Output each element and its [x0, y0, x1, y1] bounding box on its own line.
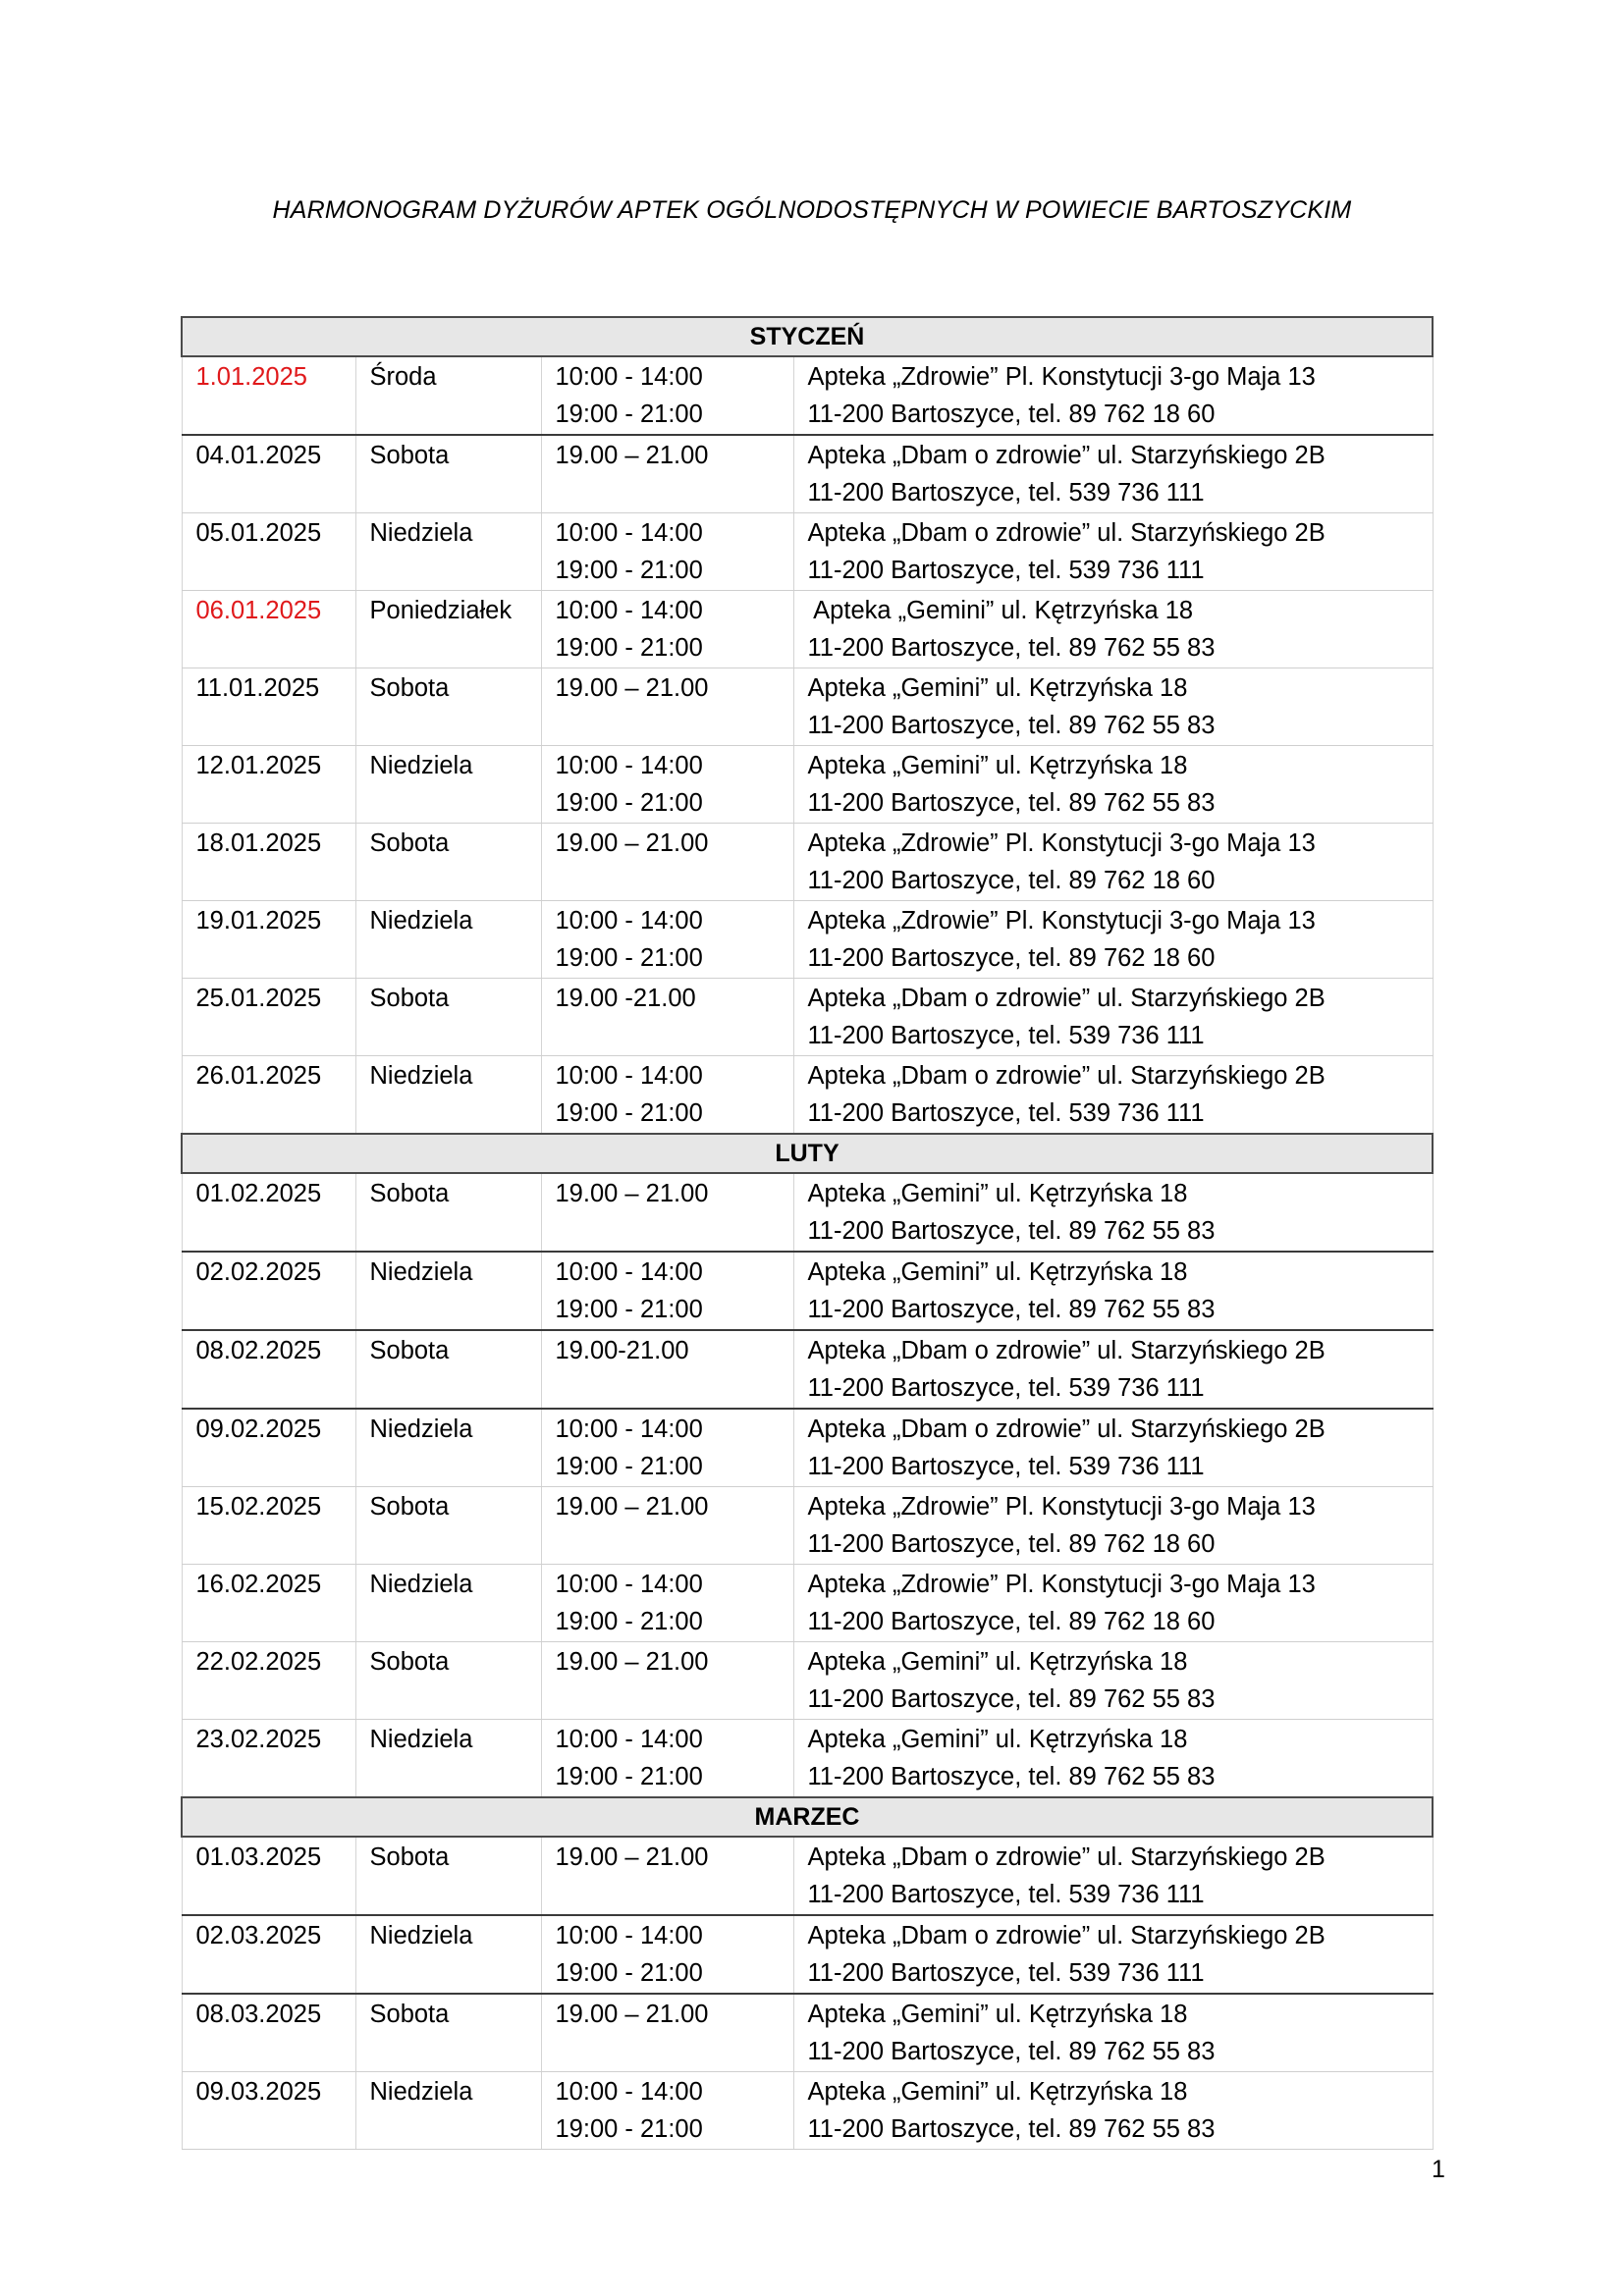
hours-cell — [541, 1252, 793, 1330]
opening-hours: 19:00 - 21:00 — [555, 1453, 703, 1480]
schedule-row — [182, 1837, 1433, 1915]
opening-hours: 19:00 - 21:00 — [555, 2115, 703, 2143]
pharmacy-city-phone: 11-200 Bartoszyce, tel. 89 762 55 83 — [807, 789, 1216, 817]
pharmacy-cell — [793, 746, 1433, 824]
hours-cell — [541, 1173, 793, 1252]
pharmacy-name-address: Apteka „Gemini” ul. Kętrzyńska 18 — [807, 2001, 1188, 2028]
hours-cell — [541, 1565, 793, 1642]
schedule-row — [182, 1720, 1433, 1798]
opening-hours: 10:00 - 14:00 — [555, 1571, 703, 1598]
pharmacy-name-address: Apteka „Dbam o zdrowie” ul. Starzyńskiego 2B — [807, 1843, 1326, 1871]
pharmacy-cell — [793, 668, 1433, 746]
date-cell: 06.01.2025 — [182, 591, 355, 668]
date-cell: 01.02.2025 — [182, 1173, 355, 1252]
hours-cell — [541, 591, 793, 668]
pharmacy-name-address: Apteka „Gemini” ul. Kętrzyńska 18 — [807, 1258, 1188, 1286]
date-cell: 02.03.2025 — [182, 1915, 355, 1994]
hours-cell — [541, 435, 793, 513]
month-name: STYCZEŃ — [182, 317, 1433, 356]
schedule-row — [182, 1487, 1433, 1565]
pharmacy-name-address: Apteka „Dbam o zdrowie” ul. Starzyńskiego 2B — [807, 1337, 1326, 1364]
pharmacy-name-address: Apteka „Dbam o zdrowie” ul. Starzyńskiego 2B — [807, 519, 1326, 547]
date-cell: 26.01.2025 — [182, 1056, 355, 1135]
opening-hours: 10:00 - 14:00 — [555, 1258, 703, 1286]
pharmacy-city-phone: 11-200 Bartoszyce, tel. 89 762 18 60 — [807, 1530, 1216, 1558]
pharmacy-city-phone: 11-200 Bartoszyce, tel. 89 762 55 83 — [807, 634, 1216, 662]
pharmacy-city-phone: 11-200 Bartoszyce, tel. 539 736 111 — [807, 557, 1205, 584]
hours-cell — [541, 1330, 793, 1409]
pharmacy-city-phone: 11-200 Bartoszyce, tel. 89 762 55 83 — [807, 1685, 1216, 1713]
pharmacy-cell — [793, 1994, 1433, 2072]
pharmacy-city-phone: 11-200 Bartoszyce, tel. 89 762 55 83 — [807, 1217, 1216, 1245]
pharmacy-name-address: Apteka „Gemini” ul. Kętrzyńska 18 — [807, 597, 1194, 624]
pharmacy-name-address: Apteka „Gemini” ul. Kętrzyńska 18 — [807, 674, 1188, 702]
opening-hours: 10:00 - 14:00 — [555, 1062, 703, 1090]
opening-hours: 19:00 - 21:00 — [555, 1296, 703, 1323]
opening-hours: 10:00 - 14:00 — [555, 1415, 703, 1443]
opening-hours: 19:00 - 21:00 — [555, 1608, 703, 1635]
pharmacy-city-phone: 11-200 Bartoszyce, tel. 539 736 111 — [807, 1453, 1205, 1480]
pharmacy-name-address: Apteka „Gemini” ul. Kętrzyńska 18 — [807, 1726, 1188, 1753]
hours-cell — [541, 1837, 793, 1915]
date-cell: 02.02.2025 — [182, 1252, 355, 1330]
hours-cell — [541, 1915, 793, 1994]
opening-hours: 10:00 - 14:00 — [555, 363, 703, 391]
opening-hours: 10:00 - 14:00 — [555, 1726, 703, 1753]
opening-hours: 19.00 – 21.00 — [555, 442, 709, 469]
pharmacy-cell — [793, 1642, 1433, 1720]
pharmacy-name-address: Apteka „Zdrowie” Pl. Konstytucji 3-go Maja 13 — [807, 363, 1316, 391]
opening-hours: 10:00 - 14:00 — [555, 2078, 703, 2106]
pharmacy-name-address: Apteka „Zdrowie” Pl. Konstytucji 3-go Maja 13 — [807, 1571, 1316, 1598]
schedule-row — [182, 513, 1433, 591]
weekday-cell: Sobota — [355, 1487, 541, 1565]
pharmacy-name-address: Apteka „Zdrowie” Pl. Konstytucji 3-go Maja 13 — [807, 829, 1316, 857]
weekday-cell: Sobota — [355, 824, 541, 901]
page-number: 1 — [1432, 2156, 1445, 2183]
pharmacy-city-phone: 11-200 Bartoszyce, tel. 89 762 55 83 — [807, 2115, 1216, 2143]
opening-hours: 19:00 - 21:00 — [555, 789, 703, 817]
weekday-cell: Niedziela — [355, 1915, 541, 1994]
pharmacy-city-phone: 11-200 Bartoszyce, tel. 539 736 111 — [807, 1374, 1205, 1402]
weekday-cell: Sobota — [355, 1994, 541, 2072]
pharmacy-cell — [793, 1915, 1433, 1994]
schedule-body — [182, 317, 1433, 2150]
date-cell: 09.03.2025 — [182, 2072, 355, 2150]
date-cell: 25.01.2025 — [182, 979, 355, 1056]
hours-cell — [541, 1642, 793, 1720]
date-cell: 19.01.2025 — [182, 901, 355, 979]
schedule-row — [182, 1330, 1433, 1409]
opening-hours: 19:00 - 21:00 — [555, 1959, 703, 1987]
hours-cell — [541, 513, 793, 591]
pharmacy-cell — [793, 1056, 1433, 1135]
date-cell: 01.03.2025 — [182, 1837, 355, 1915]
hours-cell — [541, 1720, 793, 1798]
weekday-cell: Sobota — [355, 1330, 541, 1409]
weekday-cell: Niedziela — [355, 901, 541, 979]
pharmacy-city-phone: 11-200 Bartoszyce, tel. 539 736 111 — [807, 1022, 1205, 1049]
pharmacy-city-phone: 11-200 Bartoszyce, tel. 89 762 18 60 — [807, 944, 1216, 972]
opening-hours: 10:00 - 14:00 — [555, 597, 703, 624]
pharmacy-name-address: Apteka „Dbam o zdrowie” ul. Starzyńskiego 2B — [807, 1062, 1326, 1090]
opening-hours: 10:00 - 14:00 — [555, 907, 703, 934]
pharmacy-name-address: Apteka „Gemini” ul. Kętrzyńska 18 — [807, 1648, 1188, 1676]
schedule-row — [182, 2072, 1433, 2150]
weekday-cell: Niedziela — [355, 1565, 541, 1642]
opening-hours: 19.00 -21.00 — [555, 985, 696, 1012]
month-header-row — [182, 317, 1433, 356]
weekday-cell: Niedziela — [355, 1056, 541, 1135]
schedule-row — [182, 901, 1433, 979]
weekday-cell: Niedziela — [355, 1409, 541, 1487]
hours-cell — [541, 1487, 793, 1565]
opening-hours: 10:00 - 14:00 — [555, 519, 703, 547]
weekday-cell: Sobota — [355, 1642, 541, 1720]
opening-hours: 19.00 – 21.00 — [555, 1843, 709, 1871]
pharmacy-city-phone: 11-200 Bartoszyce, tel. 539 736 111 — [807, 479, 1205, 507]
date-cell: 15.02.2025 — [182, 1487, 355, 1565]
date-cell: 16.02.2025 — [182, 1565, 355, 1642]
pharmacy-name-address: Apteka „Dbam o zdrowie” ul. Starzyńskiego 2B — [807, 985, 1326, 1012]
pharmacy-city-phone: 11-200 Bartoszyce, tel. 89 762 18 60 — [807, 867, 1216, 894]
document-title: HARMONOGRAM DYŻURÓW APTEK OGÓLNODOSTĘPNYCH W POWIECIE BARTOSZYCKIM — [272, 196, 1352, 224]
weekday-cell: Sobota — [355, 668, 541, 746]
date-cell: 18.01.2025 — [182, 824, 355, 901]
date-cell: 22.02.2025 — [182, 1642, 355, 1720]
pharmacy-cell — [793, 356, 1433, 435]
date-cell: 09.02.2025 — [182, 1409, 355, 1487]
date-cell: 11.01.2025 — [182, 668, 355, 746]
pharmacy-cell — [793, 1487, 1433, 1565]
hours-cell — [541, 2072, 793, 2150]
schedule-row — [182, 356, 1433, 435]
schedule-row — [182, 1642, 1433, 1720]
opening-hours: 19:00 - 21:00 — [555, 944, 703, 972]
schedule-row — [182, 824, 1433, 901]
opening-hours: 19.00 – 21.00 — [555, 1180, 709, 1207]
hours-cell — [541, 1409, 793, 1487]
weekday-cell: Środa — [355, 356, 541, 435]
schedule-row — [182, 1173, 1433, 1252]
date-cell: 04.01.2025 — [182, 435, 355, 513]
pharmacy-cell — [793, 824, 1433, 901]
pharmacy-name-address: Apteka „Zdrowie” Pl. Konstytucji 3-go Maja 13 — [807, 1493, 1316, 1521]
pharmacy-name-address: Apteka „Gemini” ul. Kętrzyńska 18 — [807, 2078, 1188, 2106]
hours-cell — [541, 1994, 793, 2072]
pharmacy-cell — [793, 513, 1433, 591]
pharmacy-cell — [793, 1565, 1433, 1642]
pharmacy-city-phone: 11-200 Bartoszyce, tel. 89 762 55 83 — [807, 1296, 1216, 1323]
schedule-row — [182, 1056, 1433, 1135]
pharmacy-cell — [793, 591, 1433, 668]
opening-hours: 19:00 - 21:00 — [555, 1099, 703, 1127]
pharmacy-city-phone: 11-200 Bartoszyce, tel. 539 736 111 — [807, 1881, 1205, 1908]
pharmacy-city-phone: 11-200 Bartoszyce, tel. 539 736 111 — [807, 1099, 1205, 1127]
pharmacy-city-phone: 11-200 Bartoszyce, tel. 89 762 18 60 — [807, 1608, 1216, 1635]
date-cell: 23.02.2025 — [182, 1720, 355, 1798]
pharmacy-city-phone: 11-200 Bartoszyce, tel. 89 762 55 83 — [807, 1763, 1216, 1790]
weekday-cell: Niedziela — [355, 1720, 541, 1798]
schedule-row — [182, 1915, 1433, 1994]
pharmacy-cell — [793, 1173, 1433, 1252]
pharmacy-name-address: Apteka „Gemini” ul. Kętrzyńska 18 — [807, 1180, 1188, 1207]
opening-hours: 10:00 - 14:00 — [555, 752, 703, 779]
pharmacy-name-address: Apteka „Dbam o zdrowie” ul. Starzyńskiego 2B — [807, 1922, 1326, 1949]
opening-hours: 19:00 - 21:00 — [555, 557, 703, 584]
schedule-row — [182, 435, 1433, 513]
weekday-cell: Sobota — [355, 1837, 541, 1915]
pharmacy-duty-schedule-table — [181, 316, 1434, 2150]
pharmacy-cell — [793, 1330, 1433, 1409]
pharmacy-city-phone: 11-200 Bartoszyce, tel. 539 736 111 — [807, 1959, 1205, 1987]
weekday-cell: Niedziela — [355, 746, 541, 824]
weekday-cell: Sobota — [355, 435, 541, 513]
schedule-row — [182, 1409, 1433, 1487]
month-header-row — [182, 1797, 1433, 1837]
pharmacy-cell — [793, 1252, 1433, 1330]
opening-hours: 19.00 – 21.00 — [555, 1493, 709, 1521]
schedule-row — [182, 1994, 1433, 2072]
opening-hours: 19:00 - 21:00 — [555, 1763, 703, 1790]
hours-cell — [541, 1056, 793, 1135]
opening-hours: 19.00 – 21.00 — [555, 829, 709, 857]
pharmacy-cell — [793, 1409, 1433, 1487]
pharmacy-name-address: Apteka „Dbam o zdrowie” ul. Starzyńskiego 2B — [807, 442, 1326, 469]
date-cell: 1.01.2025 — [182, 356, 355, 435]
pharmacy-cell — [793, 979, 1433, 1056]
date-cell: 05.01.2025 — [182, 513, 355, 591]
weekday-cell: Sobota — [355, 979, 541, 1056]
opening-hours: 19.00-21.00 — [555, 1337, 689, 1364]
schedule-row — [182, 591, 1433, 668]
weekday-cell: Sobota — [355, 1173, 541, 1252]
date-cell: 08.03.2025 — [182, 1994, 355, 2072]
hours-cell — [541, 356, 793, 435]
schedule-row — [182, 1252, 1433, 1330]
pharmacy-cell — [793, 2072, 1433, 2150]
month-header-row — [182, 1134, 1433, 1173]
month-name: MARZEC — [182, 1797, 1433, 1837]
pharmacy-cell — [793, 1837, 1433, 1915]
opening-hours: 10:00 - 14:00 — [555, 1922, 703, 1949]
opening-hours: 19:00 - 21:00 — [555, 400, 703, 428]
month-name: LUTY — [182, 1134, 1433, 1173]
weekday-cell: Niedziela — [355, 2072, 541, 2150]
pharmacy-name-address: Apteka „Dbam o zdrowie” ul. Starzyńskiego 2B — [807, 1415, 1326, 1443]
weekday-cell: Niedziela — [355, 513, 541, 591]
schedule-row — [182, 979, 1433, 1056]
date-cell: 08.02.2025 — [182, 1330, 355, 1409]
weekday-cell: Poniedziałek — [355, 591, 541, 668]
pharmacy-cell — [793, 901, 1433, 979]
hours-cell — [541, 746, 793, 824]
schedule-row — [182, 1565, 1433, 1642]
date-cell: 12.01.2025 — [182, 746, 355, 824]
pharmacy-city-phone: 11-200 Bartoszyce, tel. 89 762 18 60 — [807, 400, 1216, 428]
schedule-row — [182, 668, 1433, 746]
opening-hours: 19.00 – 21.00 — [555, 2001, 709, 2028]
opening-hours: 19:00 - 21:00 — [555, 634, 703, 662]
opening-hours: 19.00 – 21.00 — [555, 674, 709, 702]
hours-cell — [541, 901, 793, 979]
hours-cell — [541, 824, 793, 901]
pharmacy-cell — [793, 435, 1433, 513]
pharmacy-city-phone: 11-200 Bartoszyce, tel. 89 762 55 83 — [807, 2038, 1216, 2065]
pharmacy-cell — [793, 1720, 1433, 1798]
hours-cell — [541, 979, 793, 1056]
hours-cell — [541, 668, 793, 746]
schedule-row — [182, 746, 1433, 824]
pharmacy-name-address: Apteka „Gemini” ul. Kętrzyńska 18 — [807, 752, 1188, 779]
pharmacy-city-phone: 11-200 Bartoszyce, tel. 89 762 55 83 — [807, 712, 1216, 739]
weekday-cell: Niedziela — [355, 1252, 541, 1330]
pharmacy-name-address: Apteka „Zdrowie” Pl. Konstytucji 3-go Maja 13 — [807, 907, 1316, 934]
opening-hours: 19.00 – 21.00 — [555, 1648, 709, 1676]
